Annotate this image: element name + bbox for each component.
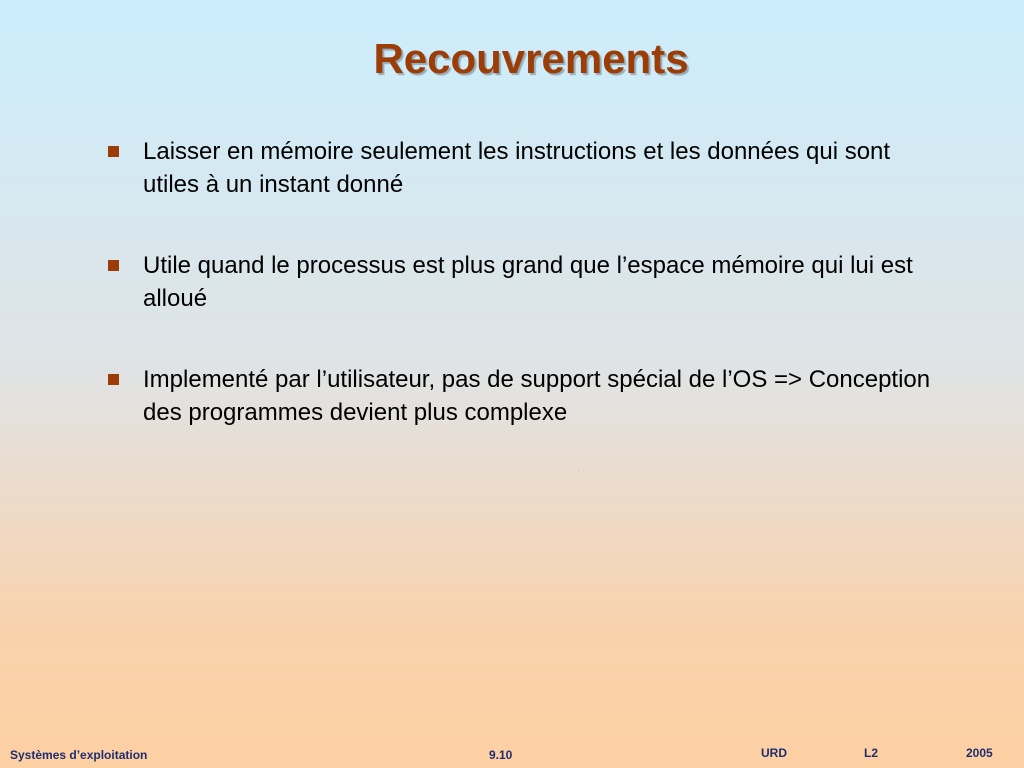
footer-organization: URD xyxy=(761,746,787,760)
footer-page-number: 9.10 xyxy=(489,748,513,762)
bullet-text: Implementé par l’utilisateur, pas de support spécial de l’OS => Conception des programmes devient plus complexe xyxy=(143,366,931,426)
slide-title: Recouvrements xyxy=(373,35,689,82)
decorative-dot xyxy=(578,470,579,471)
bullet-item xyxy=(105,135,945,201)
square-bullet-icon xyxy=(108,260,119,271)
footer-course-name: Systèmes d’exploitation xyxy=(10,748,148,762)
square-bullet-icon xyxy=(108,374,119,385)
footer-level: L2 xyxy=(864,746,879,760)
bullet-item xyxy=(105,363,945,429)
square-bullet-icon xyxy=(108,146,119,157)
footer-year: 2005 xyxy=(966,746,993,760)
bullet-text: Utile quand le processus est plus grand que l’espace mémoire qui lui est alloué xyxy=(143,252,913,312)
bullet-list xyxy=(105,135,945,477)
bullet-item xyxy=(105,249,945,315)
bullet-text: Laisser en mémoire seulement les instructions et les données qui sont utiles à un instant donné xyxy=(143,138,891,198)
